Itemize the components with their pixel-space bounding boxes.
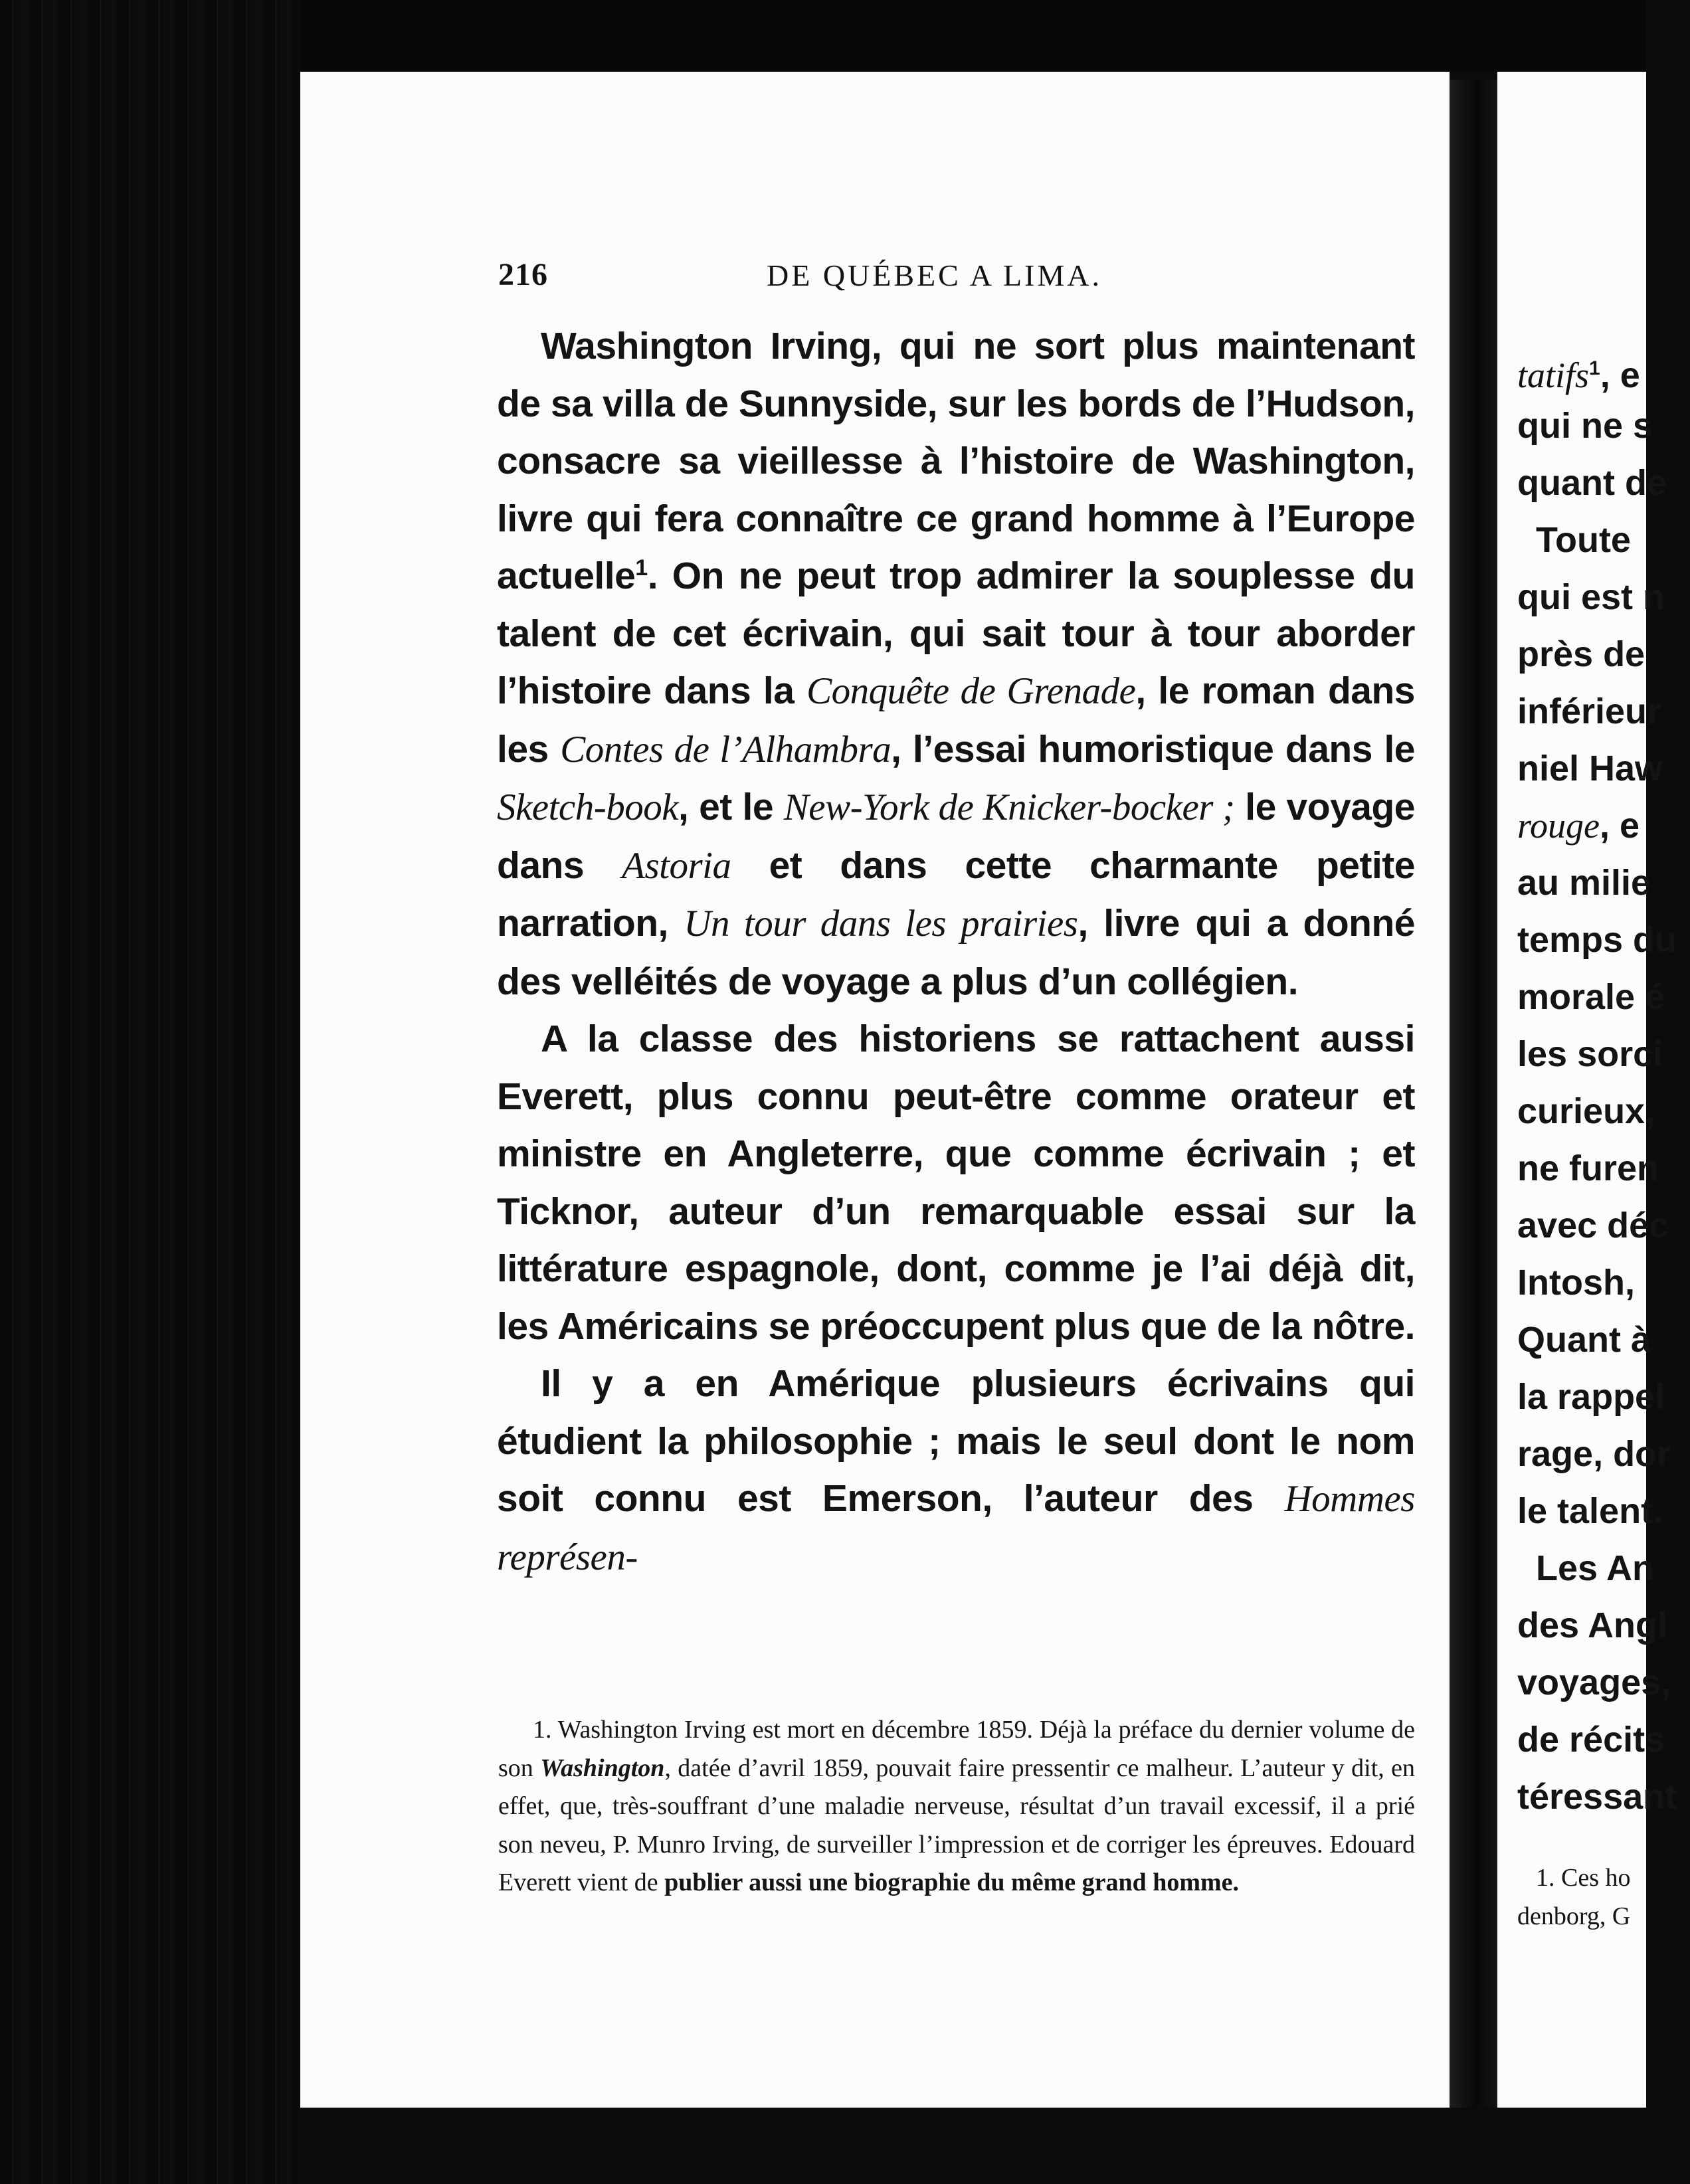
scanner-top-border [300,0,1646,72]
right-page-line: curieux, [1517,1091,1655,1131]
paragraph-irving: Washington Irving, qui ne sort plus maintenant de sa villa de Sunnyside, sur les bords de l’Hudson, consacre sa vieillesse à l’histoire de Washington, livre qui fera connaître ce grand homme à l’Europe actuelle$^1$. On ne peut trop admirer la souplesse du talent de cet écrivain, qui sait tour à tour aborder l’histoire dans la Conquête de Grenade, le roman dans les Contes de l’Alhambra, l’essai humoristique dans le Sketch-book, et le New-York de Knicker-bocker ; le voyage dans Astoria et dans cette charmante petite narration, Un tour dans les prairies, livre qui a donné des velléités de voyage a plus d’un collégien. [497,325,1416,1003]
right-page-line: près de [1517,634,1645,674]
right-page-footnote-line: 1. Ces ho [1536,1864,1631,1892]
paragraph-historians: A la classe des historiens se rattachent aussi Everett, plus connu peut-être comme orateur et ministre en Angleterre, que comme écrivain ; et Ticknor, auteur d’un remarquable essai sur la littérature espagnole, dont, comme je l’ai déjà dit, les Américains se préoccupent plus que de la nôtre. [497,1018,1415,1348]
footnote-ref[interactable]: 1 [635,555,648,581]
scanner-bottom-border [300,2108,1646,2184]
body-text [497,318,1415,1586]
right-page-line: avec déc [1517,1206,1669,1245]
running-title: DE QUÉBEC A LIMA. [767,258,1102,292]
left-page [300,72,1450,2108]
right-page-line: ne furen [1517,1148,1659,1188]
right-page-line: téressant [1517,1777,1677,1817]
right-page-line: Les An [1536,1548,1655,1588]
right-page-line: rage, dor [1517,1434,1671,1474]
right-page-line: Toute [1536,520,1631,560]
scanner-background [0,0,299,2184]
title-tour-prairies: Un tour dans les prairies [684,903,1078,945]
right-page-line: inférieur [1517,691,1661,731]
right-page-line: morale é [1517,977,1665,1017]
right-page-footnote [1517,1859,1690,1936]
right-page-line: Intosh, [1517,1263,1635,1303]
title-hommes-representatifs: Hommes représen- [497,1478,1415,1578]
right-page-line: de récits [1517,1720,1665,1760]
right-page-line: qui ne s [1517,406,1653,446]
right-page-line: qui est n [1517,577,1665,617]
right-page-edge [1497,72,1677,2108]
footnote: 1. Washington Irving est mort en décembre 1859. Déjà la préface du dernier volume de son Washington, datée d’avril 1859, pouvait faire pressentir ce malheur. L’auteur y dit, en effet, que, très-souffrant d’une maladie nerveuse, résultat d’un travail excessif, il a prié son neveu, P. Munro Irving, de surveiller l’impression et de corriger les épreuves. Edouard Everett vient de publier aussi une biographie du même grand homme. [498,1716,1415,1896]
footnote-title-washington: Washington [540,1754,665,1782]
right-page-line: le talent. [1517,1491,1663,1531]
right-page-text [1517,340,1690,1825]
right-page-line: voyages, [1517,1663,1671,1702]
title-sketch-book: Sketch-book [497,786,679,828]
right-page-footnote-line: denborg, G [1517,1902,1631,1930]
right-page-line: niel Haw [1517,749,1663,788]
title-new-york-knickerbocker: New-York de Knicker-bocker ; [783,786,1235,828]
right-page-line: les sorci [1517,1034,1663,1074]
right-page-line: la rappel [1517,1377,1665,1417]
right-page-line: au milie [1517,863,1651,903]
right-page-line: rouge, e [1517,806,1640,846]
right-page-line: tatifs$^1$, e [1517,355,1640,395]
title-contes-alhambra: Contes de l’Alhambra [560,728,892,771]
title-astoria: Astoria [622,844,731,887]
right-page-line: des Angl [1517,1605,1668,1645]
title-conquete-de-grenade: Conquête de Grenade [806,670,1136,712]
right-page-line: Quant à [1517,1320,1651,1360]
paragraph-philosophy: Il y a en Amérique plusieurs écrivains qui étudient la philosophie ; mais le seul dont le nom soit connu est Emerson, l’auteur des Hommes représen- [497,1362,1415,1578]
right-page-line: temps du [1517,920,1677,960]
book-gutter [1450,80,1497,2112]
right-page-line: quant de [1517,463,1667,503]
page-number: 216 [498,257,548,292]
